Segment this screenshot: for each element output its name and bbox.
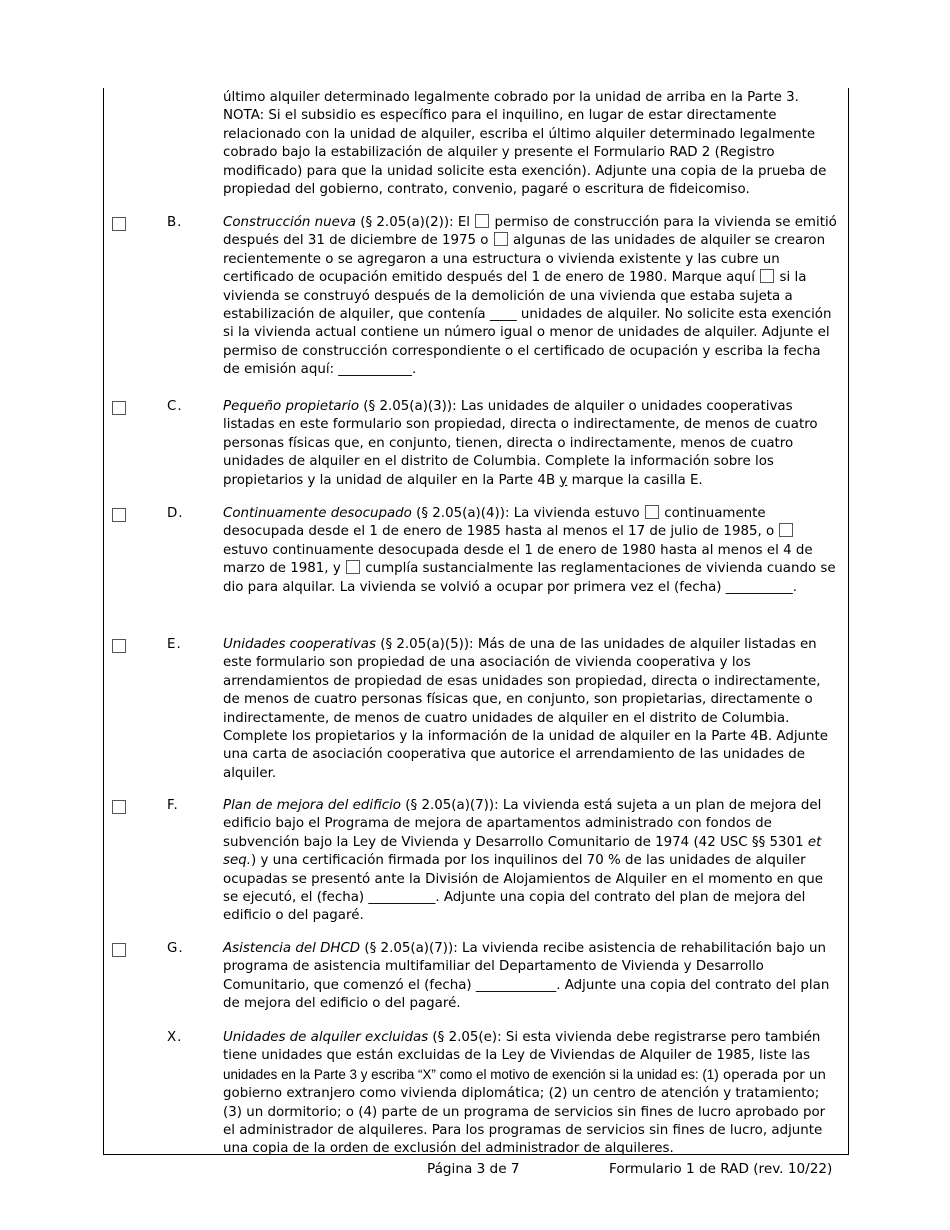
text-g: Asistencia del DHCD (§ 2.05(a)(7)): La vivienda recibe asistencia de rehabilitación bajo un programa de asistencia multifamiliar del Departamento de Vivienda y Desarrollo Comunitario, que comenzó el (fecha) ____________. Adjunte una copia del contrato del plan de mejora del edificio o del pagaré. bbox=[223, 941, 830, 1012]
intro-note: NOTA: Si el subsidio es específico para el inquilino, en lugar de estar directamente relacionado con la unidad de alquiler, escriba el último alquiler determinado legalmente cobrado bajo la estabilización de alquiler y presente el Formulario RAD 2 (Registro modificado) para que la unidad solicite esta exención). Adjunte una copia de la prueba de propiedad del gobierno, contrato, convenio, pagaré o escritura de fideicomiso. bbox=[223, 108, 827, 198]
intro-line-1: último alquiler determinado legalmente cobrado por la unidad de arriba en la Parte 3. bbox=[223, 90, 799, 105]
checkbox-d-1985[interactable] bbox=[645, 505, 659, 519]
letter-f: F. bbox=[167, 798, 179, 813]
checkbox-f[interactable] bbox=[112, 800, 126, 814]
checkbox-b-permit[interactable] bbox=[475, 214, 489, 228]
checkbox-b[interactable] bbox=[112, 217, 126, 231]
checkbox-c[interactable] bbox=[112, 401, 126, 415]
page-number: Página 3 de 7 bbox=[427, 1161, 520, 1177]
letter-d: D. bbox=[167, 506, 184, 521]
title-c: Pequeño propietario bbox=[223, 399, 360, 414]
text-e: Unidades cooperativas (§ 2.05(a)(5)): Más de una de las unidades de alquiler listadas en este formulario son propiedad de una asociación de vivienda cooperativa y los arrendamientos de propiedad de esas unidades son propiedad, directa o indirectamente, de menos de cuatro personas físicas que, en conjunto, son propietarias, directamente o indirectamente, de menos de cuatro unidades de alquiler en el distrito de Columbia. Complete los propietarios y la información de la unidad de alquiler en la Parte 4B. Adjunte una carta de asociación cooperativa que autorice el arrendamiento de las unidades de alquiler. bbox=[223, 637, 829, 781]
checkbox-d[interactable] bbox=[112, 508, 126, 522]
intro-text bbox=[223, 89, 841, 199]
checkbox-d-housing-regs[interactable] bbox=[346, 560, 360, 574]
checkbox-b-new-units[interactable] bbox=[494, 232, 508, 246]
letter-b: B. bbox=[167, 215, 183, 230]
checkbox-b-demolition[interactable] bbox=[760, 269, 774, 283]
text-c: Pequeño propietario (§ 2.05(a)(3)): Las unidades de alquiler o unidades cooperativas listadas en este formulario son propiedad, directa o indirectamente, de menos de cuatro personas físicas que, en conjunto, tienen, directa o indirectamente, menos de cuatro unidades de alquiler en el distrito de Columbia. Complete la información sobre los propietarios y la unidad de alquiler en la Parte 4B y marque la casilla E. bbox=[223, 399, 818, 488]
title-b: Construcción nueva bbox=[223, 215, 356, 230]
title-d: Continuamente desocupado bbox=[223, 506, 412, 521]
checkbox-e[interactable] bbox=[112, 639, 126, 653]
text-b: Construcción nueva (§ 2.05(a)(2)): El permiso de construcción para la vivienda se emitió después del 31 de diciembre de 1975 o algunas de las unidades de alquiler se crearon recientemente o se agregaron a una estructura o vivienda existente y las cubre un certificado de ocupación emitido después del 1 de enero de 1980. Marque aquí si la vivienda se construyó después de la demolición de una vivienda que estaba sujeta a estabilización de alquiler, que contenía ____ unidades de alquiler. No solicite esta exención si la vivienda actual contiene un número igual o menor de unidades de alquiler. Adjunte el permiso de construcción correspondiente o el certificado de ocupación y escriba la fecha de emisión aquí: ___________. bbox=[223, 215, 837, 378]
title-x: Unidades de alquiler excluidas bbox=[223, 1030, 429, 1045]
form-id: Formulario 1 de RAD (rev. 10/22) bbox=[609, 1161, 833, 1177]
title-e: Unidades cooperativas bbox=[223, 637, 376, 652]
text-x: Unidades de alquiler excluidas (§ 2.05(e): Si esta vivienda debe registrarse pero también tiene unidades que están excluidas de la Ley de Viviendas de Alquiler de 1985, liste las unidades en la Parte 3 y escriba “X” como el motivo de exención si la unidad es: (1) operada por un gobierno extranjero como vivienda diplomática; (2) un centro de atención y tratamiento; (3) un dormitorio; o (4) parte de un programa de servicios sin fines de lucro aprobado por el administrador de alquileres. Para los programas de servicios sin fines de lucro, adjunte una copia de la orden de exclusión del administrador de alquileres. bbox=[223, 1030, 827, 1157]
letter-c: C. bbox=[167, 399, 183, 414]
letter-g: G. bbox=[167, 941, 184, 956]
title-g: Asistencia del DHCD bbox=[223, 941, 361, 956]
checkbox-d-1980[interactable] bbox=[779, 523, 793, 537]
letter-x: X. bbox=[167, 1030, 183, 1045]
letter-e: E. bbox=[167, 637, 182, 652]
checkbox-g[interactable] bbox=[112, 943, 126, 957]
text-d: Continuamente desocupado (§ 2.05(a)(4)): La vivienda estuvo continuamente desocupada desde el 1 de enero de 1985 hasta al menos el 17 de julio de 1985, o estuvo continuamente desocupada desde el 1 de enero de 1980 hasta al menos el 4 de marzo de 1981, y cumplía sustancialmente las reglamentaciones de vivienda cuando se dio para alquilar. La vivienda se volvió a ocupar por primera vez el (fecha) __________. bbox=[223, 506, 836, 595]
text-f: Plan de mejora del edificio (§ 2.05(a)(7)): La vivienda está sujeta a un plan de mejora del edificio bajo el Programa de mejora de apartamentos administrado con fondos de subvención bajo la Ley de Vivienda y Desarrollo Comunitario de 1974 (42 USC §§ 5301 et seq.) y una certificación firmada por los inquilinos del 70 % de las unidades de alquiler ocupadas se presentó ante la División de Alojamientos de Alquiler en el momento en que se ejecutó, el (fecha) __________. Adjunte una copia del contrato del plan de mejora del edificio o del pagaré. bbox=[223, 798, 824, 924]
title-f: Plan de mejora del edificio bbox=[223, 798, 402, 813]
